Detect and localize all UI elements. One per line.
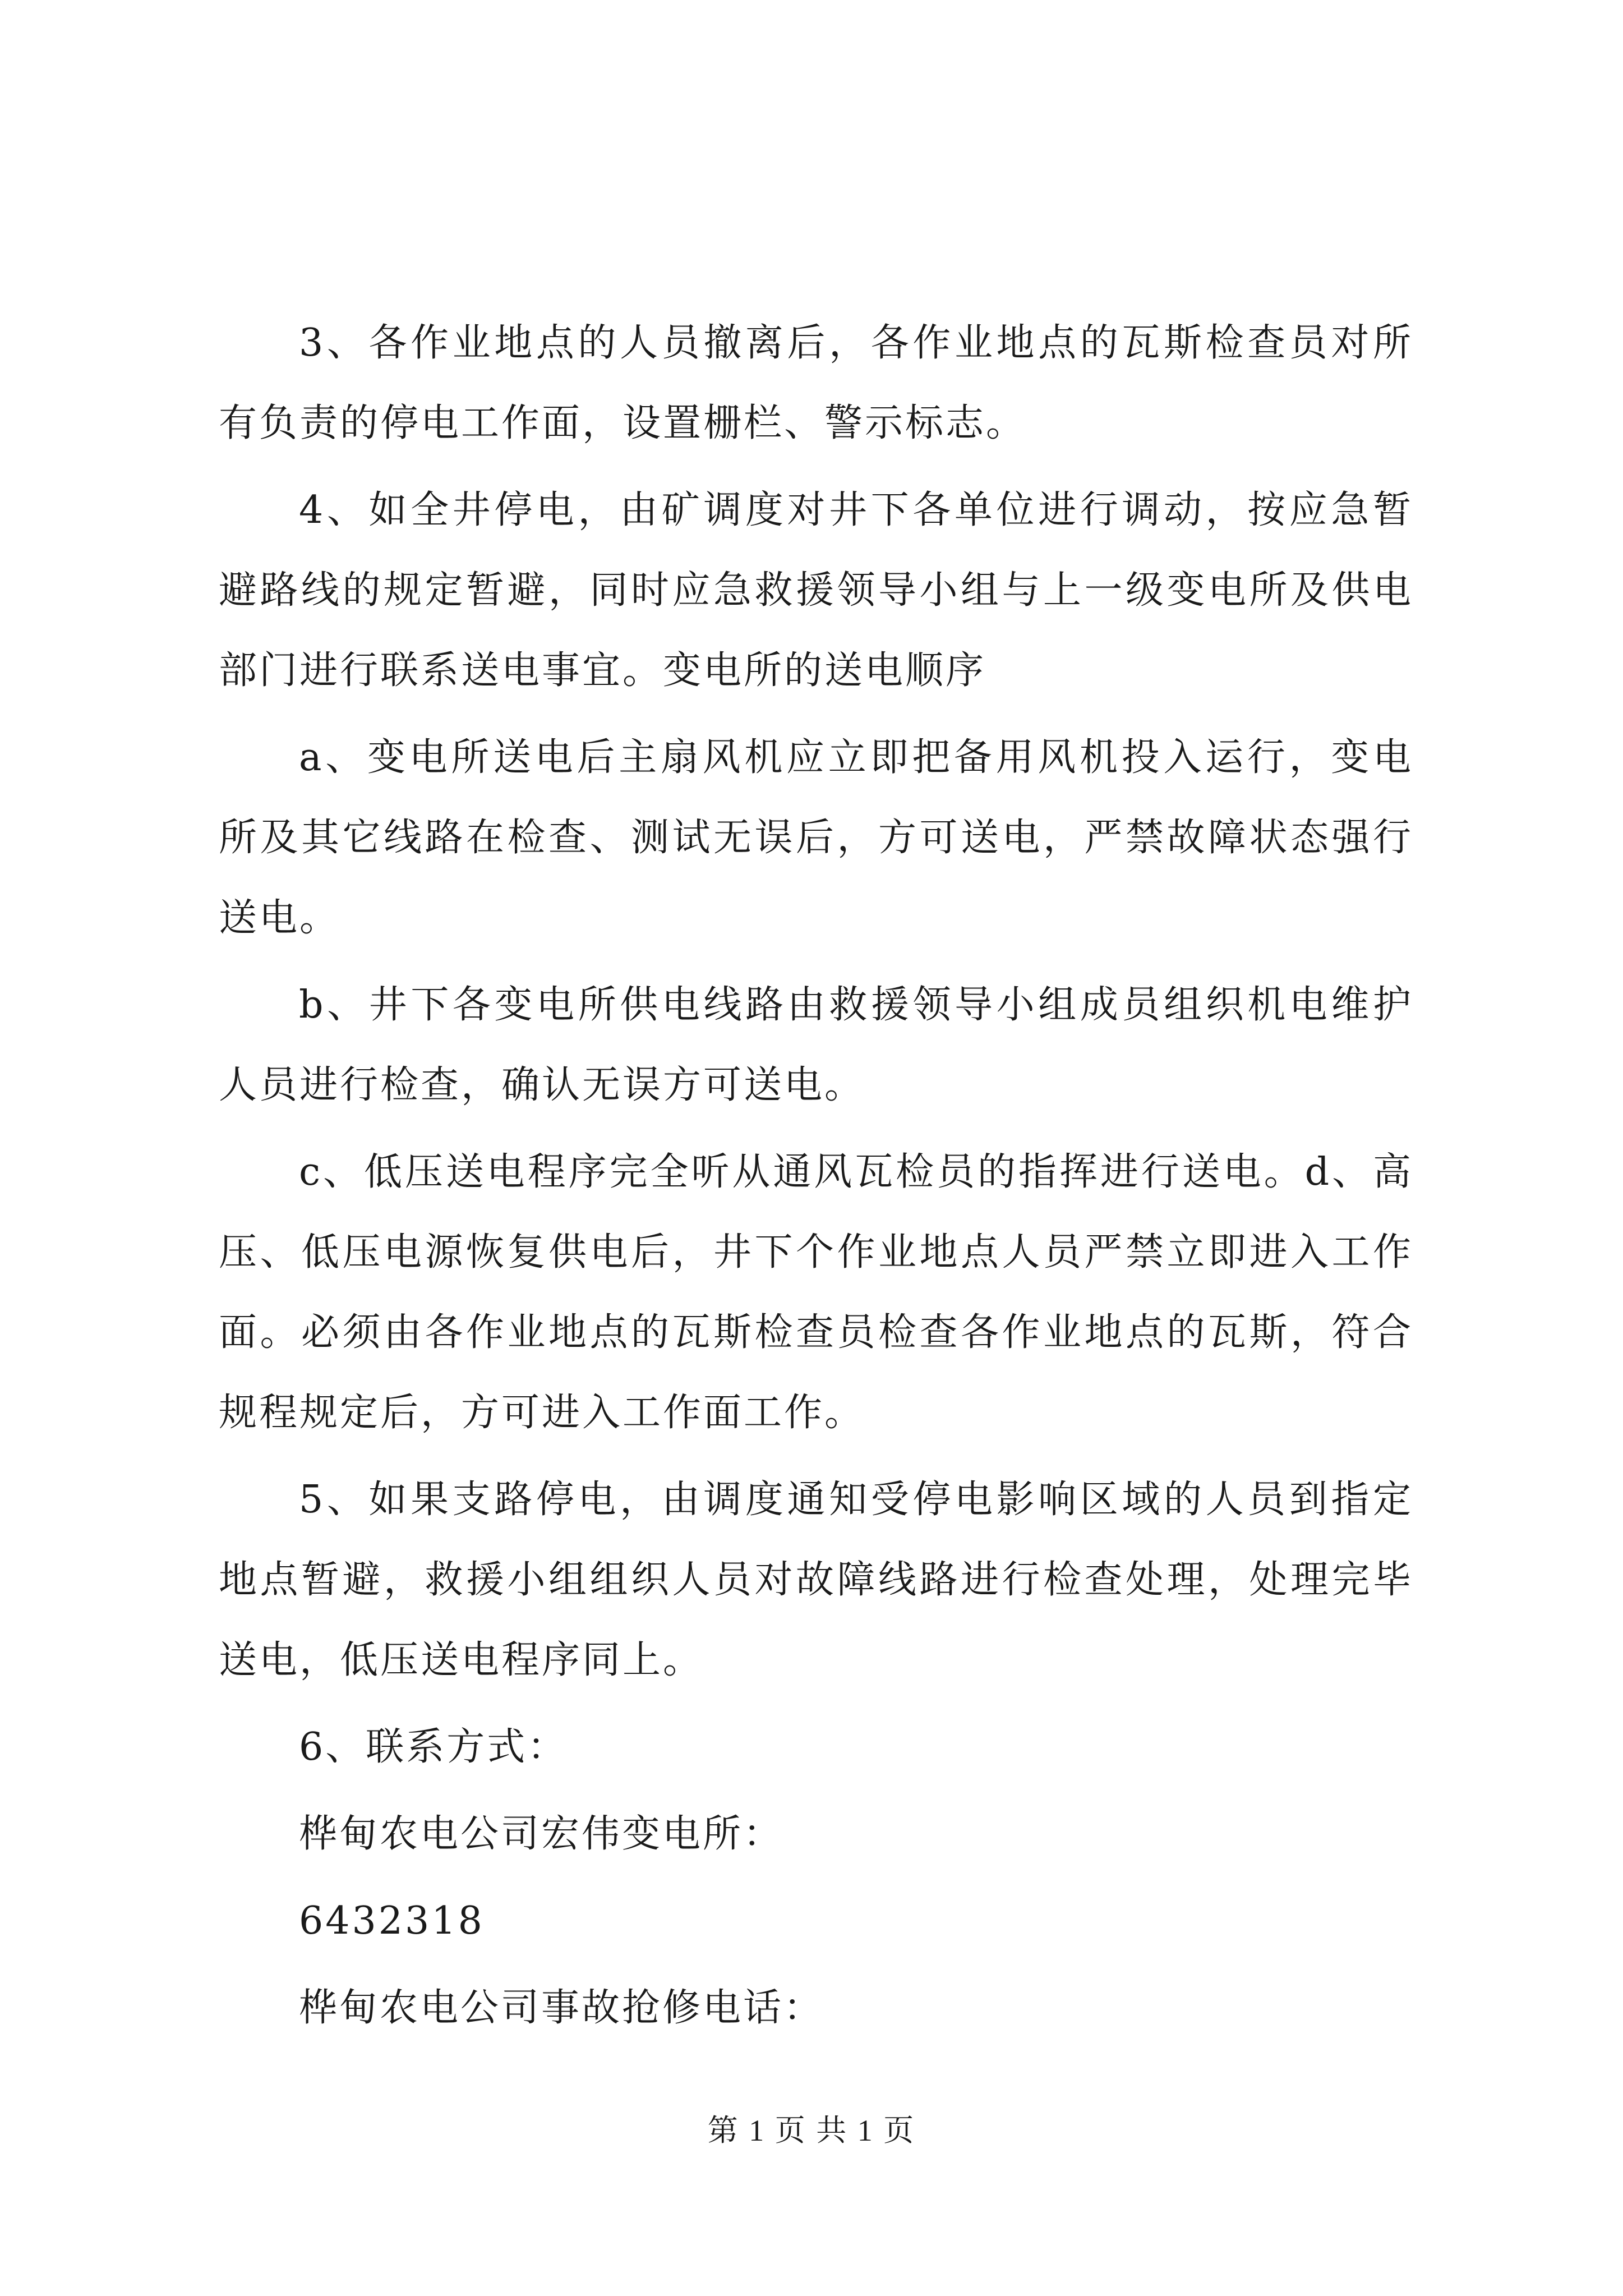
contact-repair-label: 桦甸农电公司事故抢修电话： xyxy=(299,1986,824,2030)
contact-substation-phone: 6432318 xyxy=(299,1899,485,1943)
paragraph-4-full-outage: 4、如全井停电，由矿调度对井下各单位进行调动，按应急暂避路线的规定暂避，同时应急救援领导小组与上一级变电所及供电部门进行联系送电事宜。变电所的送电顺序 xyxy=(219,488,1413,693)
paragraph-c-low-voltage: c、低压送电程序完全听从通风瓦检员的指挥进行送电。d、高压、低压电源恢复供电后，井下个作业地点人员严禁立即进入工作面。必须由各作业地点的瓦斯检查员检查各作业地点的瓦斯，符合规程规定后，方可进入工作面工作。 xyxy=(219,1150,1413,1435)
document-body xyxy=(219,303,1413,2055)
page-number-footer: 第 1 页 共 1 页 xyxy=(707,2114,916,2147)
paragraph-b-substation-lines: b、井下各变电所供电线路由救援领导小组成员组织机电维护人员进行检查，确认无误方可送电。 xyxy=(219,983,1413,1107)
contact-substation-label: 桦甸农电公司宏伟变电所： xyxy=(299,1812,784,1856)
paragraph-3-evacuation: 3、各作业地点的人员撤离后，各作业地点的瓦斯检查员对所有负责的停电工作面，设置栅栏、警示标志。 xyxy=(219,321,1413,445)
paragraph-5-branch-outage: 5、如果支路停电，由调度通知受停电影响区域的人员到指定地点暂避，救援小组组织人员对故障线路进行检查处理，处理完毕送电，低压送电程序同上。 xyxy=(219,1478,1413,1682)
paragraph-6-contacts-heading: 6、联系方式： xyxy=(299,1725,568,1769)
paragraph-a-main-fan: a、变电所送电后主扇风机应立即把备用风机投入运行，变电所及其它线路在检查、测试无误后，方可送电，严禁故障状态强行送电。 xyxy=(219,735,1413,940)
